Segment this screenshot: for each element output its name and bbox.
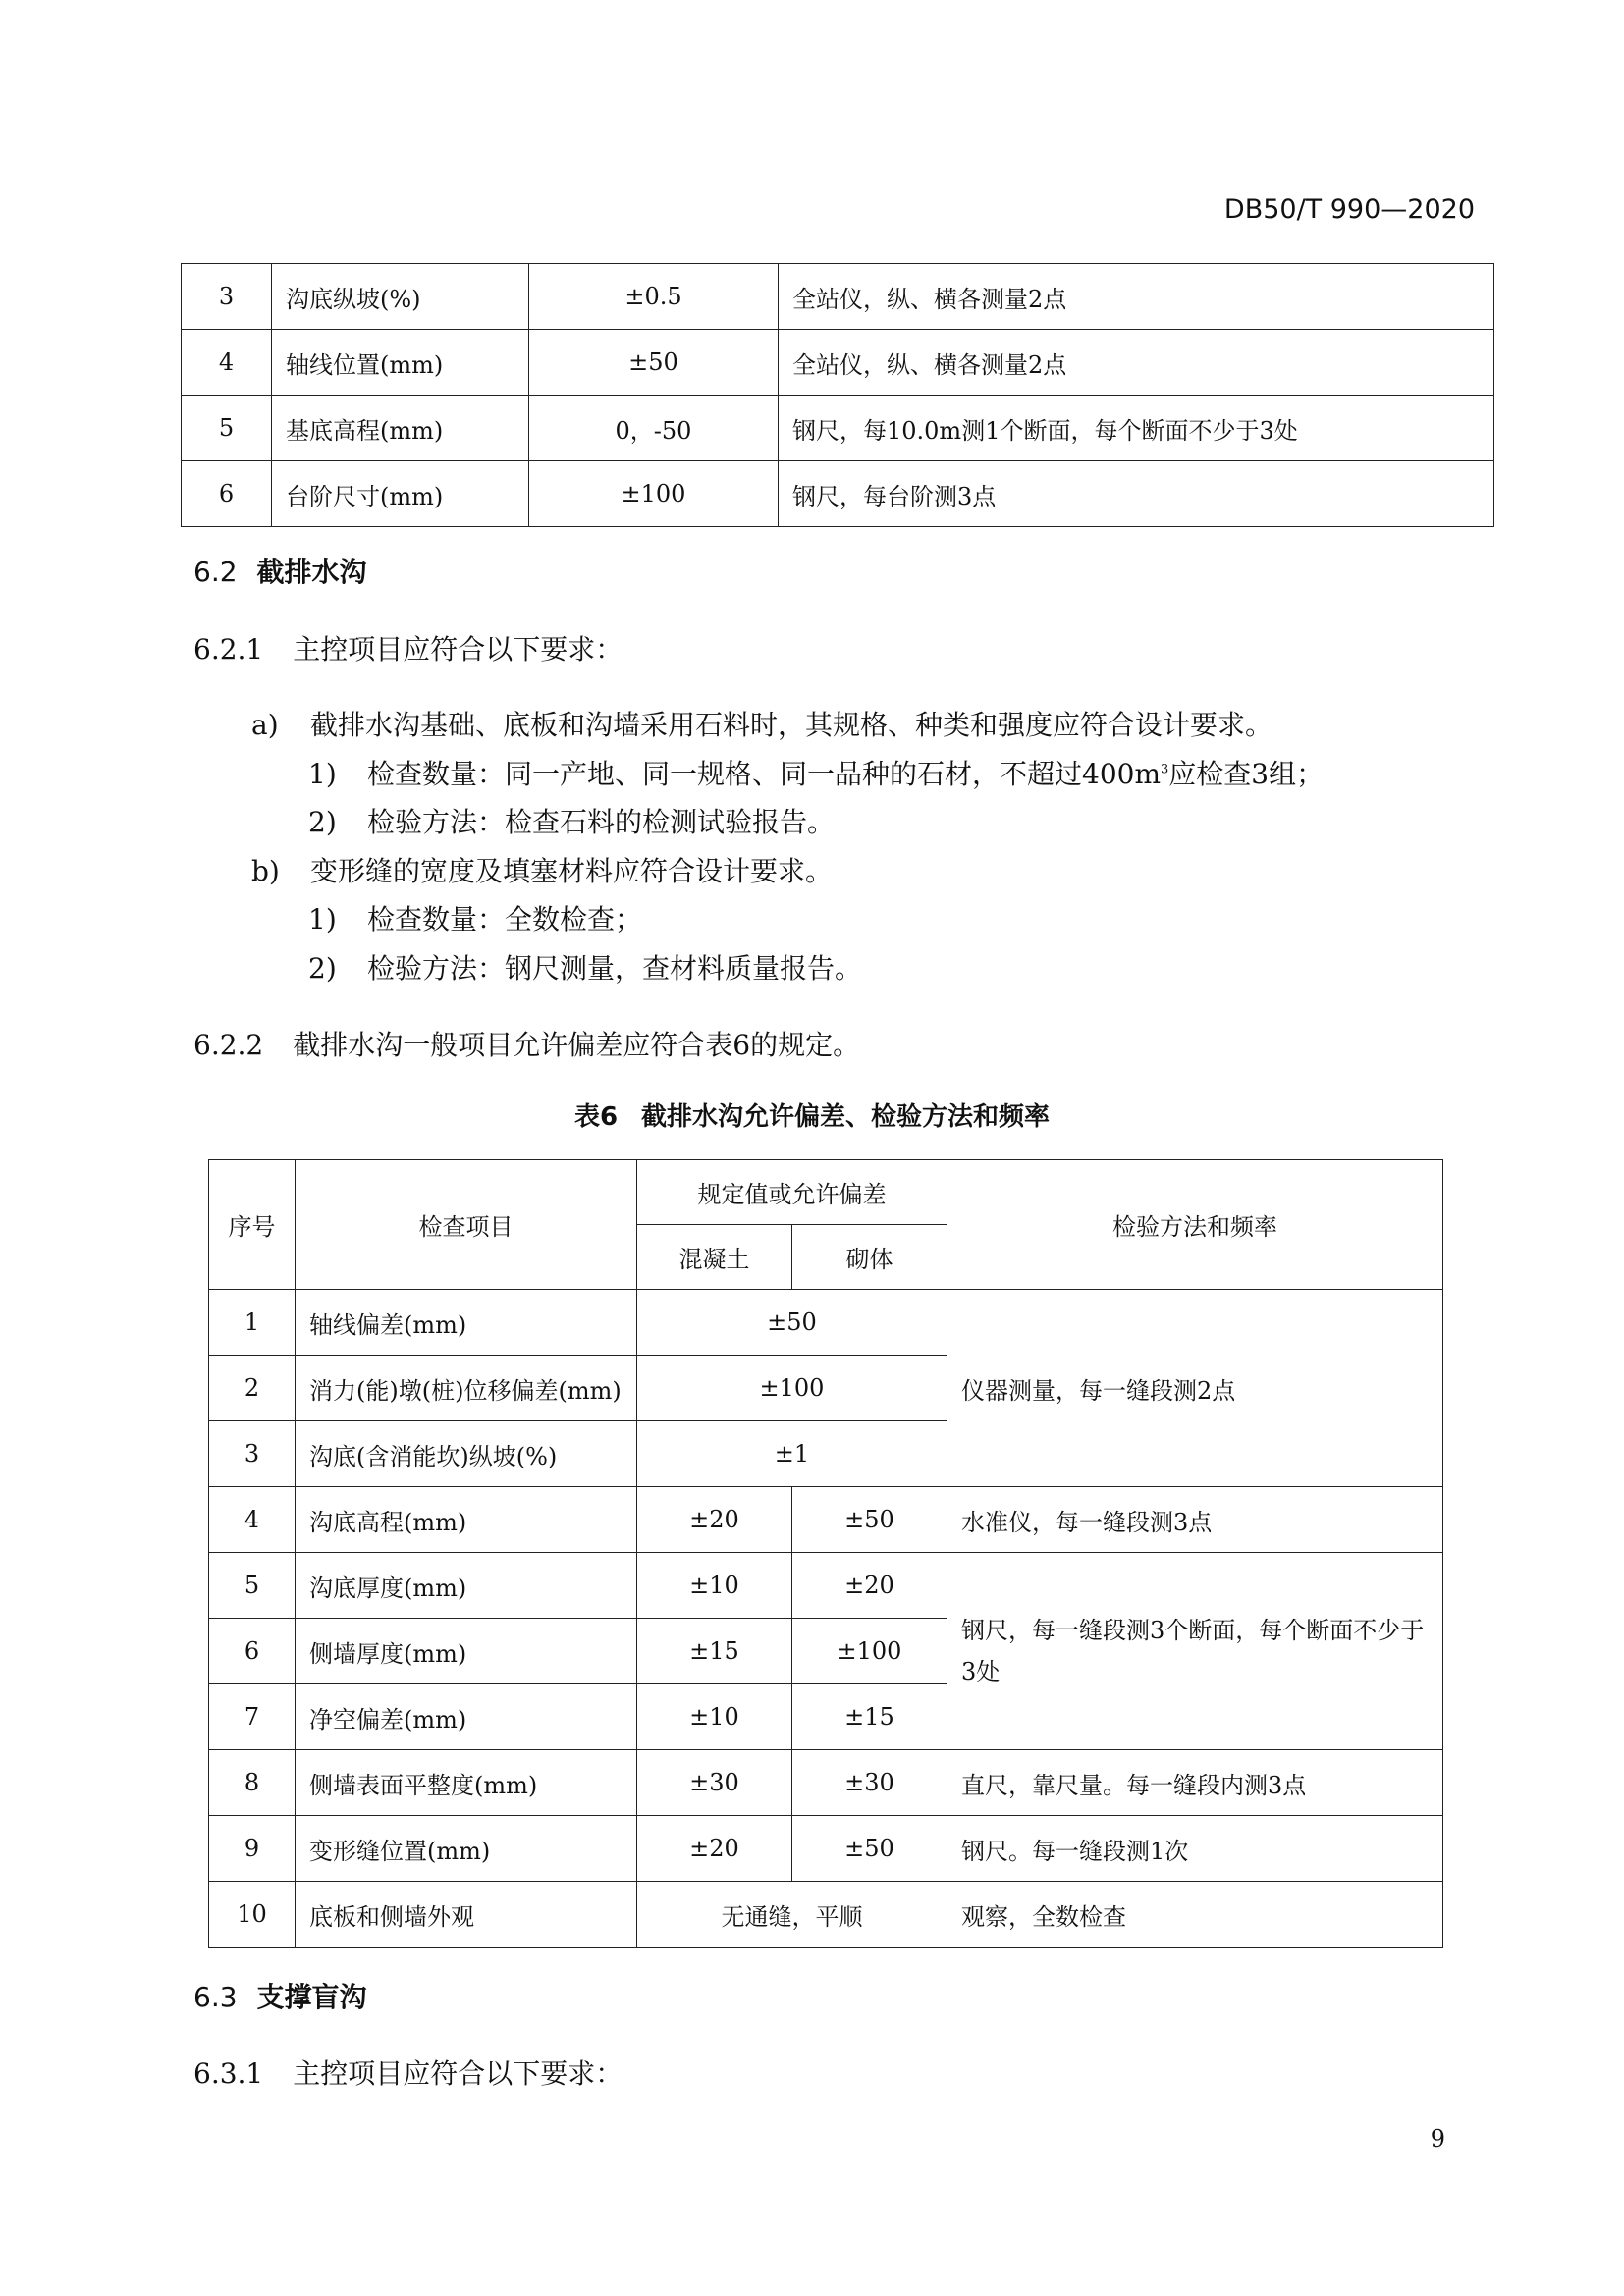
list-item-a2 <box>308 801 835 840</box>
section-number: 6.3 <box>193 1981 238 2013</box>
tolerance-value: ±1 <box>637 1421 947 1487</box>
section-title: 截排水沟 <box>256 556 367 588</box>
check-method: 全站仪，纵、横各测量2点 <box>779 264 1494 330</box>
header-item: 检查项目 <box>296 1160 637 1290</box>
list-marker: 1) <box>308 758 337 790</box>
header-row <box>209 1160 1443 1225</box>
list-text-end: 应检查3组； <box>1168 758 1325 790</box>
list-text: 检查数量：同一产地、同一规格、同一品种的石材，不超过400m <box>367 758 1161 790</box>
tolerance-value: ±100 <box>529 461 779 527</box>
list-marker: a) <box>251 709 279 741</box>
clause-text: 主控项目应符合以下要求： <box>293 2057 623 2090</box>
tolerance-value: ±50 <box>637 1290 947 1356</box>
list-item-a1 <box>308 753 1324 792</box>
header-concrete: 混凝土 <box>637 1225 792 1290</box>
header-no: 序号 <box>209 1160 296 1290</box>
section-number: 6.2 <box>193 556 238 588</box>
table-row <box>182 396 1494 461</box>
masonry-value: ±50 <box>792 1816 947 1882</box>
check-item: 侧墙厚度(mm) <box>296 1619 637 1684</box>
check-method: 钢尺，每台阶测3点 <box>779 461 1494 527</box>
check-item: 沟底高程(mm) <box>296 1487 637 1553</box>
concrete-value: ±20 <box>637 1816 792 1882</box>
check-item: 沟底(含消能坎)纵坡(%) <box>296 1421 637 1487</box>
check-method: 全站仪，纵、横各测量2点 <box>779 330 1494 396</box>
row-number: 10 <box>209 1882 296 1948</box>
check-method: 直尺，靠尺量。每一缝段内测3点 <box>947 1750 1443 1816</box>
tolerance-value: ±100 <box>637 1356 947 1421</box>
list-text: 检查数量：全数检查； <box>367 903 643 935</box>
masonry-value: ±20 <box>792 1553 947 1619</box>
check-method: 钢尺，每一缝段测3个断面，每个断面不少于3处 <box>947 1553 1443 1750</box>
concrete-value: ±10 <box>637 1684 792 1750</box>
check-method: 仪器测量，每一缝段测2点 <box>947 1290 1443 1487</box>
concrete-value: ±10 <box>637 1553 792 1619</box>
check-method: 钢尺。每一缝段测1次 <box>947 1816 1443 1882</box>
clause-number: 6.2.1 <box>193 633 264 666</box>
clause-number: 6.3.1 <box>193 2057 264 2090</box>
list-text: 变形缝的宽度及填塞材料应符合设计要求。 <box>310 855 834 887</box>
masonry-value: ±50 <box>792 1487 947 1553</box>
masonry-value: ±30 <box>792 1750 947 1816</box>
list-item-b <box>251 850 833 889</box>
row-number: 7 <box>209 1684 296 1750</box>
table-row <box>209 1750 1443 1816</box>
clause-6-2-1 <box>193 628 623 667</box>
row-number: 5 <box>182 396 272 461</box>
row-number: 8 <box>209 1750 296 1816</box>
row-number: 5 <box>209 1553 296 1619</box>
table-row <box>209 1816 1443 1882</box>
tolerance-value: ±50 <box>529 330 779 396</box>
check-item: 侧墙表面平整度(mm) <box>296 1750 637 1816</box>
masonry-value: ±100 <box>792 1619 947 1684</box>
concrete-value: ±20 <box>637 1487 792 1553</box>
row-number: 1 <box>209 1290 296 1356</box>
page-number: 9 <box>1430 2125 1445 2153</box>
list-text: 检验方法：钢尺测量，查材料质量报告。 <box>367 952 863 985</box>
check-item: 轴线偏差(mm) <box>296 1290 637 1356</box>
superscript: 3 <box>1161 762 1169 777</box>
table-row <box>209 1290 1443 1356</box>
list-text: 检验方法：检查石料的检测试验报告。 <box>367 806 836 838</box>
check-method: 水准仪，每一缝段测3点 <box>947 1487 1443 1553</box>
row-number: 4 <box>182 330 272 396</box>
table-caption <box>0 1096 1624 1133</box>
check-method: 钢尺，每10.0m测1个断面，每个断面不少于3处 <box>779 396 1494 461</box>
list-marker: 2) <box>308 952 337 985</box>
list-marker: 2) <box>308 806 337 838</box>
list-marker: b) <box>251 855 280 887</box>
row-number: 2 <box>209 1356 296 1421</box>
header-method: 检验方法和频率 <box>947 1160 1443 1290</box>
row-number: 4 <box>209 1487 296 1553</box>
check-item: 变形缝位置(mm) <box>296 1816 637 1882</box>
check-item: 净空偏差(mm) <box>296 1684 637 1750</box>
table-row <box>209 1553 1443 1619</box>
check-item: 沟底纵坡(%) <box>272 264 529 330</box>
table-row <box>182 330 1494 396</box>
clause-text: 主控项目应符合以下要求： <box>293 633 623 666</box>
masonry-value: ±15 <box>792 1684 947 1750</box>
top-table <box>181 263 1494 527</box>
table-row <box>182 461 1494 527</box>
list-item-b2 <box>308 947 862 987</box>
clause-text: 截排水沟一般项目允许偏差应符合表6的规定。 <box>293 1029 861 1061</box>
row-number: 6 <box>209 1619 296 1684</box>
check-item: 消力(能)墩(桩)位移偏差(mm) <box>296 1356 637 1421</box>
section-heading-6-3 <box>193 1976 367 2015</box>
check-item: 基底高程(mm) <box>272 396 529 461</box>
tolerance-value: ±0.5 <box>529 264 779 330</box>
concrete-value: ±15 <box>637 1619 792 1684</box>
clause-number: 6.2.2 <box>193 1029 264 1061</box>
row-number: 3 <box>209 1421 296 1487</box>
list-marker: 1) <box>308 903 337 935</box>
row-number: 3 <box>182 264 272 330</box>
header-masonry: 砌体 <box>792 1225 947 1290</box>
section-title: 支撑盲沟 <box>256 1981 367 2013</box>
table-title: 截排水沟允许偏差、检验方法和频率 <box>641 1102 1051 1132</box>
table-row <box>182 264 1494 330</box>
check-method: 观察，全数检查 <box>947 1882 1443 1948</box>
check-item: 底板和侧墙外观 <box>296 1882 637 1948</box>
header-allowance: 规定值或允许偏差 <box>637 1160 947 1225</box>
clause-6-2-2 <box>193 1024 860 1063</box>
check-item: 沟底厚度(mm) <box>296 1553 637 1619</box>
table-6 <box>208 1159 1443 1948</box>
tolerance-value: 无通缝，平顺 <box>637 1882 947 1948</box>
list-item-b1 <box>308 898 642 937</box>
tolerance-value: 0，-50 <box>529 396 779 461</box>
list-text: 截排水沟基础、底板和沟墙采用石料时，其规格、种类和强度应符合设计要求。 <box>310 709 1273 741</box>
check-item: 台阶尺寸(mm) <box>272 461 529 527</box>
row-number: 9 <box>209 1816 296 1882</box>
list-item-a <box>251 704 1272 743</box>
concrete-value: ±30 <box>637 1750 792 1816</box>
document-code: DB50/T 990—2020 <box>1223 194 1475 225</box>
table-number: 表6 <box>573 1102 619 1132</box>
row-number: 6 <box>182 461 272 527</box>
clause-6-3-1 <box>193 2053 623 2092</box>
check-item: 轴线位置(mm) <box>272 330 529 396</box>
table-row <box>209 1487 1443 1553</box>
table-row <box>209 1882 1443 1948</box>
section-heading-6-2 <box>193 551 367 590</box>
